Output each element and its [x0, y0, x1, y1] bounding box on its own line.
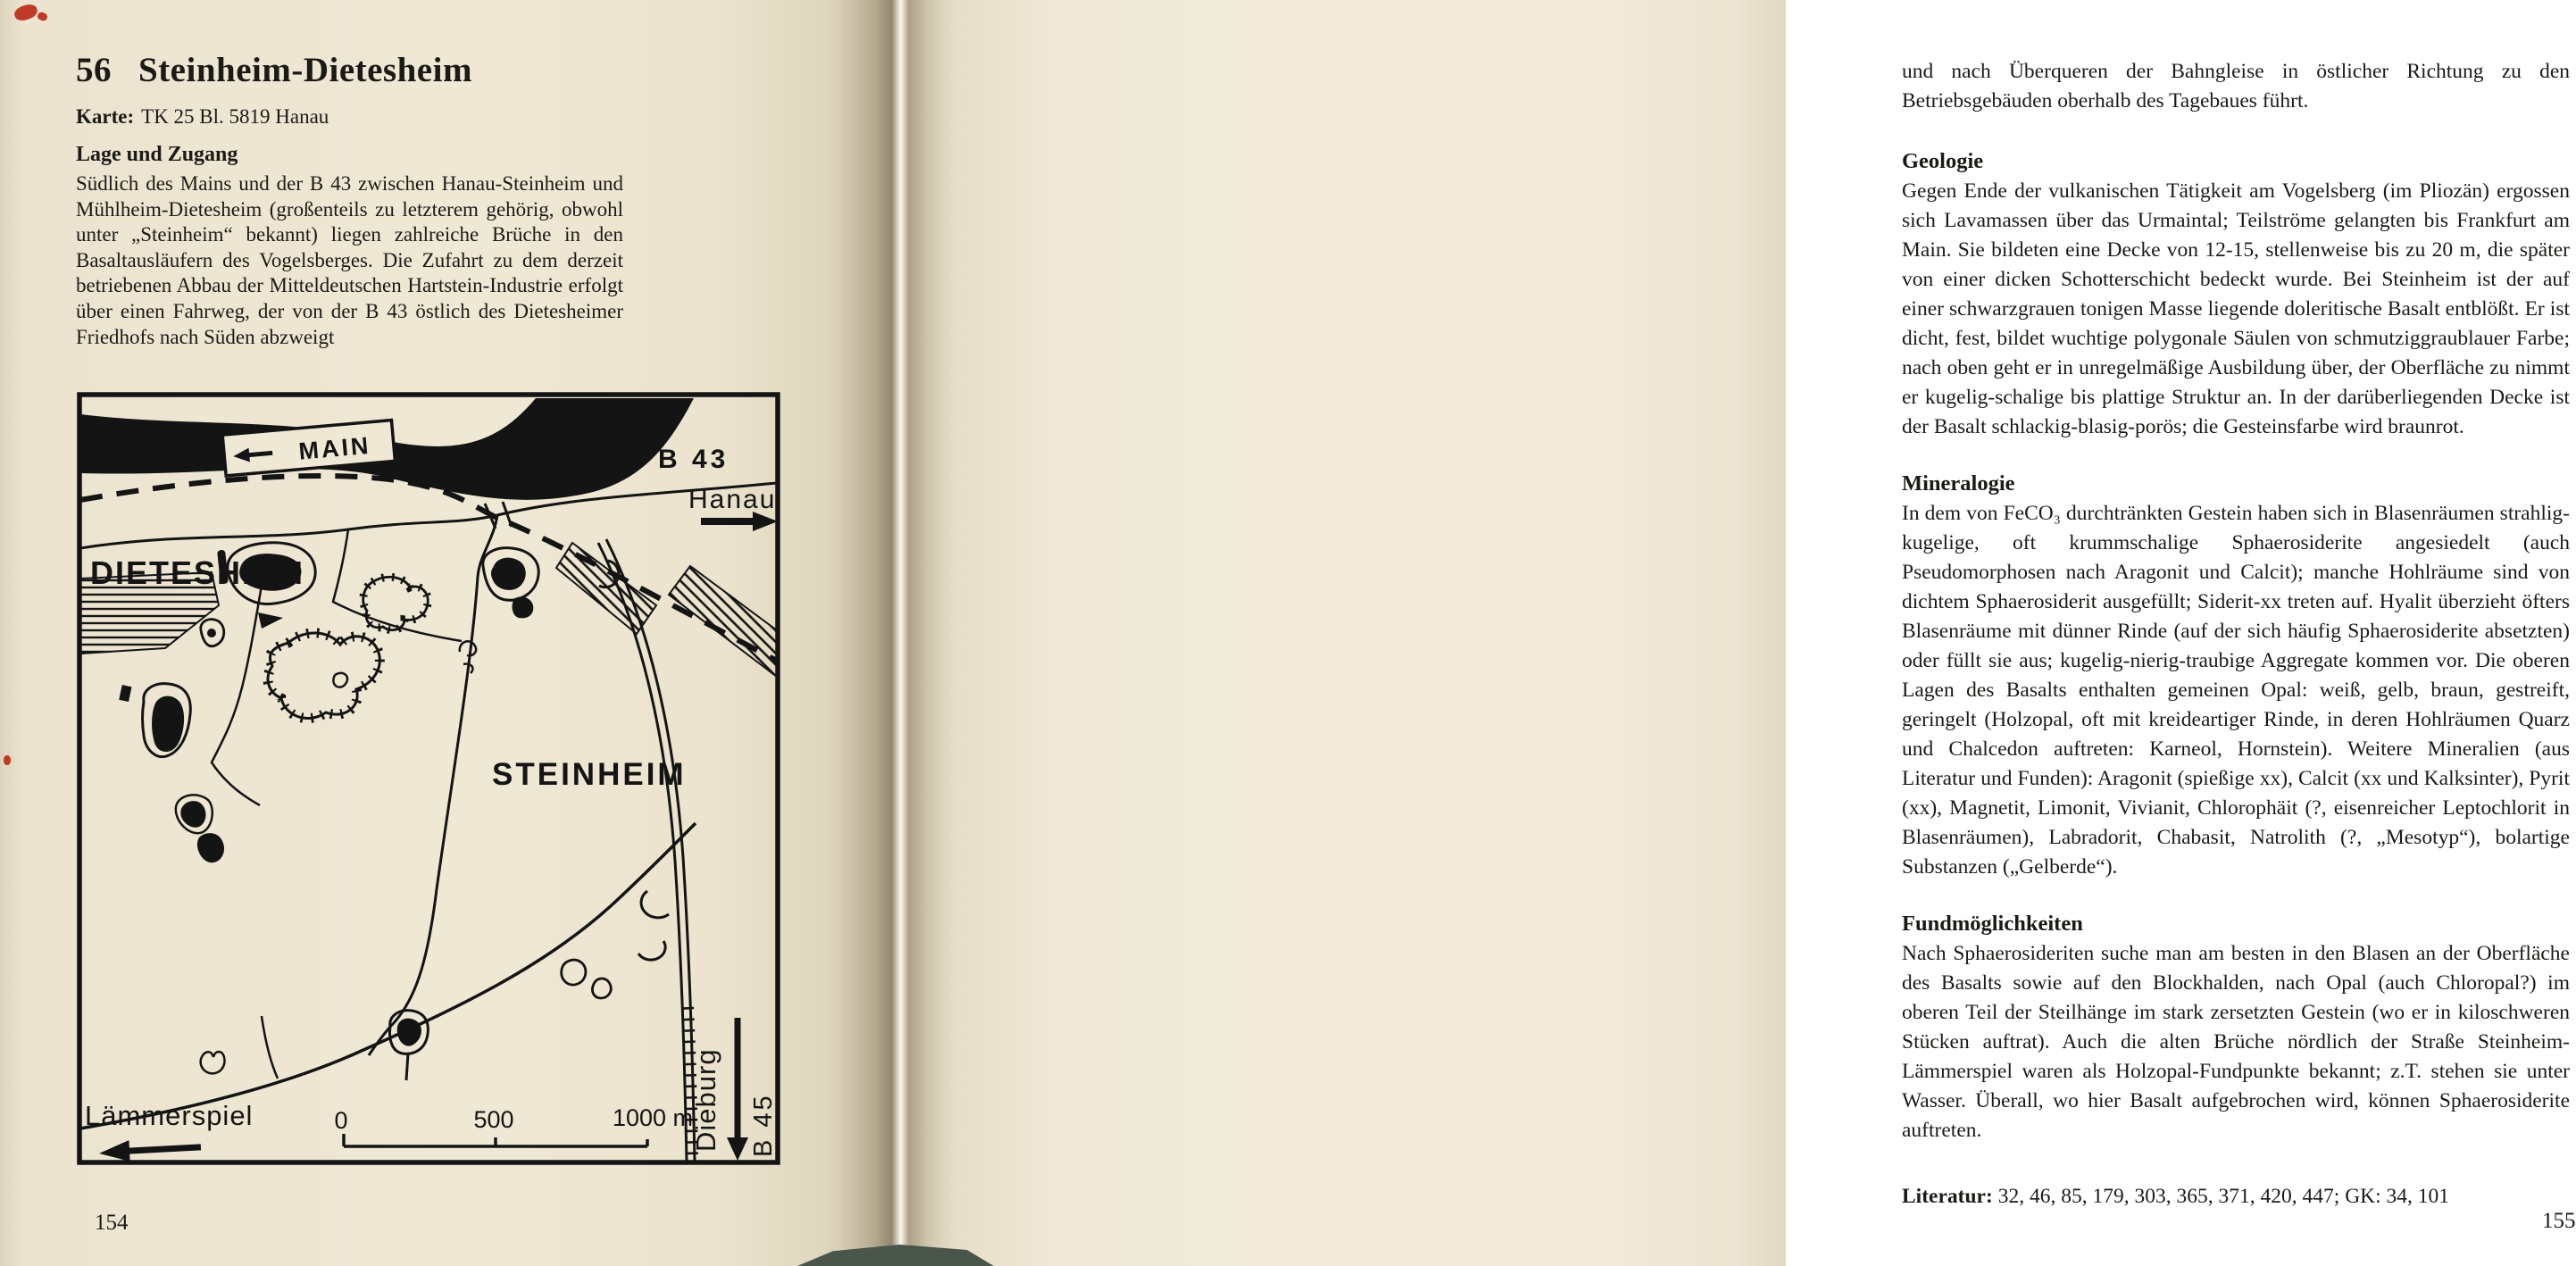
- right-text-column: [1902, 57, 2570, 1230]
- field-boundary-short: [333, 529, 462, 641]
- small-ring-b45a: [562, 960, 586, 985]
- direction-label-dieburg: Dieburg: [690, 1048, 721, 1152]
- quarry-triangle: [258, 612, 283, 629]
- right-page: [895, 0, 2576, 1266]
- road-label-b45: B 45: [749, 1093, 778, 1157]
- page-number-left: 154: [95, 1211, 129, 1235]
- builtup-strip-east: [669, 566, 777, 677]
- quarry-fill-midleft: [180, 801, 205, 828]
- section-mineralogie: [1902, 471, 2570, 882]
- quarry-fill-east1: [491, 558, 526, 590]
- river-label: MAIN: [297, 431, 372, 465]
- map-figure: [76, 391, 781, 1166]
- quarry-fill-east2: [513, 596, 534, 618]
- quarry-bar-west: [119, 685, 131, 702]
- field-boundary-west: [212, 564, 265, 805]
- section-paragraph: Nach Sphaerosideriten suche man am besten in den Blasen an der Oberfläche des Basalts sowie auf den Blockhalden, nach Opal (auch Chloropal?) im oberen Teil der Steilhänge im stark zersetzten Gestein (wo er in kiloschweren Stücken auftrat). Auch die alten Brüche nördlich der Straße Steinheim-Lämmerspiel waren als Holzopal-Fundpunkte bekannt; z.T. stehen sie unter Wasser. Überall, wo hier Basalt aufgebrochen wird, können Sphaerosiderite auftreten.: [1902, 942, 2570, 1142]
- continuation-paragraph: und nach Überqueren der Bahngleise in östlicher Richtung zu den Betriebsgebäuden oberhalb des Tagebaues führt.: [1902, 60, 2570, 112]
- pit-rim-large: [268, 633, 379, 719]
- interchange-loop-mid: [641, 891, 669, 918]
- pit-rim-small: [363, 577, 428, 629]
- squiggle-mark-sw: [201, 1052, 225, 1073]
- entry-title: Steinheim-Dietesheim: [138, 51, 472, 89]
- section-heading: Fundmöglichkeiten: [1902, 912, 2083, 936]
- map-reference-value: TK 25 Bl. 5819 Hanau: [141, 105, 329, 128]
- location-map: [76, 391, 781, 1166]
- section-paragraph: In dem von FeCO₃ durchtränkten Gestein haben sich in Blasenräumen strahlig-kugelige, oft krummschalige Sphaerosiderite angesiedelt (auch Pseudomorphosen nach Aragonit und Calcit); manche Hohlräume sind von dichtem Sphaerosiderit ausgefüllt; Siderit-xx treten auf. Hyalit überzieht öfters Blasenräume mit dünner Rinde (auf der sich häufig Sphaerosiderite absetzten) oder füllt sie aus; kugelig-nierig-traubige Aggregate kommen vor. Die oberen Lagen des Basalts enthalten gemeinen Opal: weiß, gelb, braun, gestreift, geringelt (Holzopal, oft mit kreideartiger Rinde, in deren Hohlräumen Quarz und Chalcedon auftreten: Karneol, Hornstein). Weitere Mineralien (aus Literatur und Funden): Aragonit (spießige xx), Calcit (xx und Kalksinter), Pyrit (xx), Magnetit, Limonit, Vivianit, Chlorophäit (?, eisenreicher Leptochlorit in Blasenräumen), Labradorit, Chabasit, Natrolith (?, „Mesotyp“), bolartige Substanzen („Gelberde“).: [1902, 502, 2570, 879]
- road-b45-line2: [598, 543, 687, 1161]
- town-label-steinheim: STEINHEIM: [492, 757, 687, 792]
- road-b45-line1: [606, 539, 695, 1161]
- access-paragraph: Südlich des Mains und der B 43 zwischen Hanau-Steinheim und Mühlheim-Dietesheim (großenteils zu letzterem gehörig, obwohl unter „Steinheim“ bekannt) liegen zahlreiche Brüche in den Basaltausläufern des Vogelsberges. Die Zufahrt zu dem derzeit betriebenen Abbau der Mitteldeutschen Hartstein-Industrie erfolgt über einen Fahrweg, der von der B 43 östlich des Dietesheimer Friedhofs nach Süden abzweigt: [76, 172, 623, 348]
- direction-label-laemmerspiel: Lämmerspiel: [85, 1100, 254, 1131]
- southwest-arrow-icon: [98, 1137, 201, 1163]
- entry-number: 56: [76, 51, 112, 89]
- direction-label-hanau: Hanau: [688, 485, 777, 514]
- left-page: [0, 0, 895, 1266]
- east-arrow-icon: [701, 512, 778, 531]
- section-paragraph: Gegen Ende der vulkanischen Tätigkeit am Vogelsberg (im Pliozän) ergossen sich Lavamassen über das Urmaintal; Teilströme gelangten bis Frankfurt am Main. Sie bildeten eine Decke von 12-15, stellenweise bis zu 20 m, die später von einer dicken Schotterschicht bedeckt wurde. Bei Steinheim ist der auf einer schwarzgrauen tonigen Masse liegende doleritische Basalt entblößt. Er ist dicht, fest, bildet wuchtige polygonale Säulen von schmutziggraublauer Farbe; nach oben geht er in unregelmäßige Ausbildung über, der Oberfläche zu nimmt er kugelig-schalige bis plattige Struktur an. In der darüberliegenden Decke ist der Basalt schlackig-blasig-porös; die Gesteinsfarbe wird braunrot.: [1902, 179, 2570, 438]
- quarry-dot: [207, 629, 216, 637]
- literature-line: [1902, 1185, 2570, 1209]
- quarry-access-road: [369, 577, 478, 1055]
- field-lane: [262, 1016, 278, 1079]
- red-ink-mark: [13, 2, 39, 22]
- scale-bar: [334, 1104, 693, 1146]
- scale-label-0: 0: [334, 1107, 348, 1134]
- scale-label-1000: 1000 m: [612, 1104, 694, 1131]
- road-label-b43: B 43: [658, 445, 729, 474]
- red-ink-mark: [37, 11, 48, 21]
- quarry-fill-midleft2: [197, 833, 224, 862]
- scale-label-500: 500: [473, 1106, 514, 1133]
- map-reference-label: Karte:: [76, 105, 135, 128]
- literature-label: Literatur:: [1902, 1185, 1993, 1208]
- literature-refs: 32, 46, 85, 179, 303, 365, 371, 420, 447; GK: 34, 101: [1997, 1185, 2450, 1208]
- map-reference-line: [76, 105, 329, 129]
- access-section: [76, 143, 623, 350]
- road-south-rim: [80, 823, 696, 1129]
- section-heading: Geologie: [1902, 149, 1984, 173]
- section-geologie: [1902, 149, 2570, 442]
- entry-heading: [76, 50, 472, 90]
- quarry-fill-west: [152, 696, 184, 752]
- section-heading: Mineralogie: [1902, 471, 2015, 496]
- page-number-right: 155: [2542, 1209, 2576, 1233]
- access-heading: Lage und Zugang: [76, 143, 238, 166]
- red-ink-mark: [4, 755, 11, 765]
- section-fundmoeglichkeiten: [1902, 912, 2570, 1145]
- south-arrow-icon: [727, 1018, 748, 1161]
- town-label-dietesheim: DIETESHEIM: [90, 554, 305, 591]
- interchange-loop-south: [638, 941, 665, 960]
- road-b43: [80, 483, 777, 548]
- small-ring-b45b: [592, 979, 611, 998]
